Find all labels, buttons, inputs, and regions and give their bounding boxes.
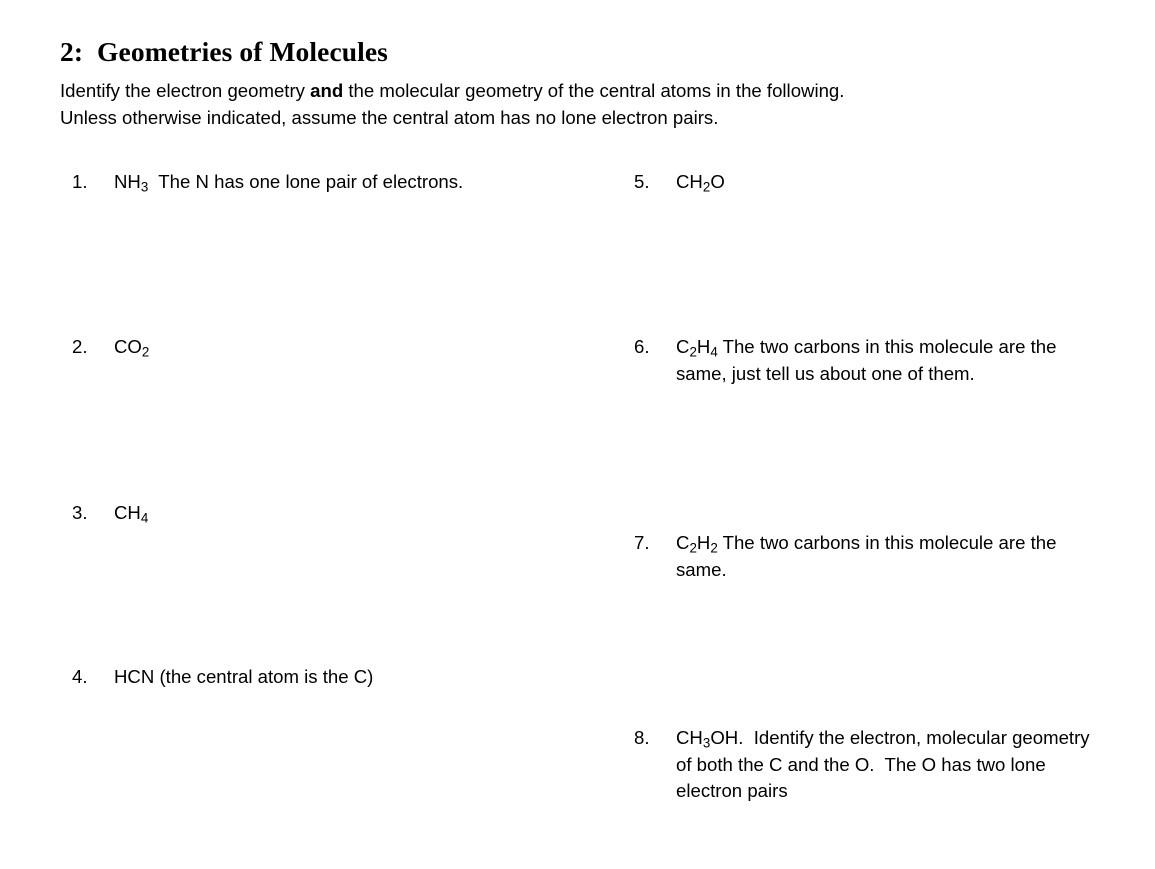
instructions-line-1-part-1: Identify the electron geometry bbox=[60, 80, 311, 101]
question-body-6: The two carbons in this molecule are the same, just tell us about one of them. bbox=[676, 336, 1062, 384]
formula-nh3-subscript: 3 bbox=[140, 179, 149, 195]
question-body-7: The two carbons in this molecule are the same. bbox=[676, 532, 1062, 580]
question-body-8: . Identify the electron, molecular geometry of both the C and the O. The O has two lone electron pairs bbox=[676, 727, 1095, 801]
formula-hcn: HCN bbox=[114, 666, 155, 687]
question-text-7 bbox=[676, 530, 1100, 583]
question-body-4: (the central atom is the C) bbox=[154, 666, 374, 687]
question-item-7 bbox=[634, 530, 1100, 583]
formula-ch2o-subscript-a: 2 bbox=[702, 179, 711, 195]
question-number-8: 8. bbox=[634, 727, 650, 748]
formula-co2: CO bbox=[114, 336, 142, 357]
formula-c2h4-part-b: H bbox=[696, 336, 711, 357]
formula-nh3: NH bbox=[114, 171, 141, 192]
question-text-2 bbox=[114, 334, 617, 361]
formula-c2h4-subscript-a: 2 bbox=[689, 344, 697, 360]
formula-ch4: CH bbox=[114, 502, 141, 523]
formula-c2h2-subscript-a: 2 bbox=[689, 540, 697, 556]
formula-c2h4-subscript-b: 4 bbox=[710, 344, 718, 360]
question-number-5: 5. bbox=[634, 171, 650, 192]
question-number-6: 6. bbox=[634, 336, 650, 357]
question-item-2 bbox=[72, 334, 617, 361]
question-text-8 bbox=[676, 725, 1100, 805]
instructions-line-1-part-2: the molecular geometry of the central atoms in the following. bbox=[343, 80, 845, 101]
instructions-line-2: Unless otherwise indicated, assume the central atom has no lone electron pairs. bbox=[60, 106, 719, 128]
question-number-1: 1. bbox=[72, 171, 88, 192]
formula-ch3oh-subscript-a: 3 bbox=[702, 735, 711, 751]
formula-ch4-subscript: 4 bbox=[140, 510, 149, 526]
formula-ch2o-part-b: O bbox=[710, 171, 725, 192]
question-number-7: 7. bbox=[634, 532, 650, 553]
question-body-1: The N has one lone pair of electrons. bbox=[148, 171, 464, 192]
formula-c2h2-subscript-b: 2 bbox=[710, 540, 718, 556]
question-number-2: 2. bbox=[72, 336, 88, 357]
question-item-4 bbox=[72, 664, 617, 691]
instructions-emphasis-and: and bbox=[310, 80, 344, 101]
question-item-3 bbox=[72, 500, 617, 527]
question-item-6 bbox=[634, 334, 1100, 387]
formula-ch2o-part-a: CH bbox=[676, 171, 703, 192]
formula-co2-subscript: 2 bbox=[141, 344, 150, 360]
page-title: 2: Geometries of Molecules bbox=[60, 36, 388, 67]
questions-right-column bbox=[634, 0, 1104, 869]
question-text-5 bbox=[676, 169, 1100, 196]
question-number-3: 3. bbox=[72, 502, 88, 523]
question-item-5 bbox=[634, 169, 1100, 196]
formula-c2h2-part-b: H bbox=[696, 532, 711, 553]
question-item-8 bbox=[634, 725, 1100, 805]
formula-c2h2-part-a: C bbox=[676, 532, 690, 553]
formula-ch3oh-part-a: CH bbox=[676, 727, 703, 748]
formula-ch3oh-part-b: OH bbox=[710, 727, 739, 748]
question-text-6 bbox=[676, 334, 1100, 387]
questions-left-column bbox=[72, 0, 632, 869]
question-item-1 bbox=[72, 169, 617, 196]
question-text-1 bbox=[114, 169, 617, 196]
formula-c2h4-part-a: C bbox=[676, 336, 690, 357]
question-number-4: 4. bbox=[72, 666, 88, 687]
question-text-4 bbox=[114, 664, 617, 691]
question-text-3 bbox=[114, 500, 617, 527]
